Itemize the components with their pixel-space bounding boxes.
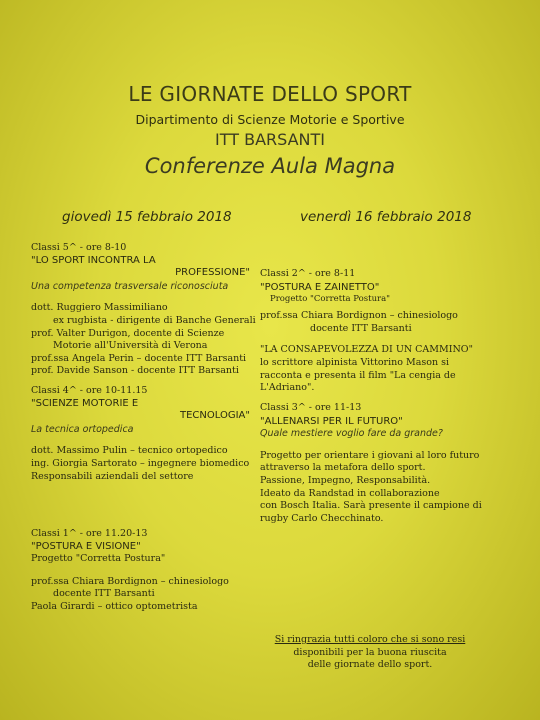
speaker: ing. Giorgia Sartorato – ingegnere biomedico xyxy=(31,457,250,469)
session-time: Classi 5^ - ore 8-10 xyxy=(31,242,127,253)
day1-session2 xyxy=(31,385,266,483)
project-description: con Bosch Italia. Sarà presente il campione di xyxy=(260,500,482,512)
speaker: prof.ssa Angela Perin – docente ITT Barsanti xyxy=(31,352,247,364)
session-title: "ALLENARSI PER IL FUTURO" xyxy=(260,415,403,427)
speaker: prof.ssa Chiara Bordignon – chinesiologo xyxy=(260,310,458,322)
session-title: "LO SPORT INCONTRA LA xyxy=(31,254,156,266)
speaker-note: Responsabili aziendali del settore xyxy=(31,470,194,482)
day1-session1 xyxy=(31,242,266,378)
speaker-role: ex rugbista - dirigente di Banche Generali xyxy=(53,314,256,326)
session-title: "SCIENZE MOTORIE E xyxy=(31,397,139,409)
project-description: Ideato da Randstad in collaborazione xyxy=(260,487,440,499)
acknowledgement-line: disponibili per la buona riuscita xyxy=(293,646,447,658)
session-time: Classi 2^ - ore 8-11 xyxy=(260,268,356,279)
session-title: "POSTURA E ZAINETTO" xyxy=(260,281,380,293)
session-title: "POSTURA E VISIONE" xyxy=(31,540,141,552)
project-description: Passione, Impegno, Responsabilità. xyxy=(260,474,431,486)
department-name: Dipartimento di Scienze Motorie e Sportive xyxy=(135,112,405,127)
acknowledgement-line: delle giornate dello sport. xyxy=(307,659,433,671)
conference-subtitle: Conferenze Aula Magna xyxy=(144,154,396,178)
speaker: prof. Davide Sanson - docente ITT Barsanti xyxy=(31,365,239,377)
speaker: prof.ssa Chiara Bordignon – chinesiologo xyxy=(31,575,229,587)
talk-title: "LA CONSAPEVOLEZZA DI UN CAMMINO" xyxy=(260,344,473,356)
school-name: ITT BARSANTI xyxy=(215,130,325,149)
project-description: attraverso la metafora dello sport. xyxy=(260,462,426,474)
session-tagline: Quale mestiere voglio fare da grande? xyxy=(260,428,443,440)
acknowledgement xyxy=(270,634,470,672)
session-tagline: Una competenza trasversale riconosciuta xyxy=(31,280,229,292)
session-tagline: La tecnica ortopedica xyxy=(31,423,134,435)
speaker-role: docente ITT Barsanti xyxy=(53,588,155,600)
day2-date: venerdì 16 febbraio 2018 xyxy=(300,209,472,225)
session-time: Classi 3^ - ore 11-13 xyxy=(260,402,362,413)
day1-date: giovedì 15 febbraio 2018 xyxy=(62,209,232,225)
session-title-cont: PROFESSIONE" xyxy=(175,267,250,279)
day2-session2 xyxy=(260,402,500,525)
speaker-role: Motorie all'Università di Verona xyxy=(53,340,208,352)
project-description: Progetto per orientare i giovani al loro futuro xyxy=(260,449,480,461)
session-time: Classi 4^ - ore 10-11.15 xyxy=(31,385,148,396)
day2-session1 xyxy=(260,268,500,395)
speaker: Paola Girardi – ottico optometrista xyxy=(31,600,198,612)
talk-description: lo scrittore alpinista Vittorino Mason si xyxy=(260,356,450,368)
day1-session3 xyxy=(31,528,266,614)
session-title-cont: TECNOLOGIA" xyxy=(180,410,250,422)
speaker: dott. Massimo Pulin – tecnico ortopedico xyxy=(31,445,228,457)
session-tagline: Progetto "Corretta Postura" xyxy=(270,294,391,305)
event-title: LE GIORNATE DELLO SPORT xyxy=(128,82,412,106)
project-description: rugby Carlo Checchinato. xyxy=(260,512,384,524)
speaker: dott. Ruggiero Massimiliano xyxy=(31,302,168,314)
speaker: prof. Valter Durigon, docente di Scienze xyxy=(31,327,225,339)
talk-description: L'Adriano". xyxy=(260,382,315,394)
talk-description: racconta e presenta il film "La cengia de xyxy=(260,369,456,381)
session-tagline: Progetto "Corretta Postura" xyxy=(31,553,166,565)
session-time: Classi 1^ - ore 11.20-13 xyxy=(31,528,148,539)
speaker-role: docente ITT Barsanti xyxy=(310,322,412,334)
acknowledgement-line: Si ringrazia tutti coloro che si sono resi xyxy=(274,634,466,645)
